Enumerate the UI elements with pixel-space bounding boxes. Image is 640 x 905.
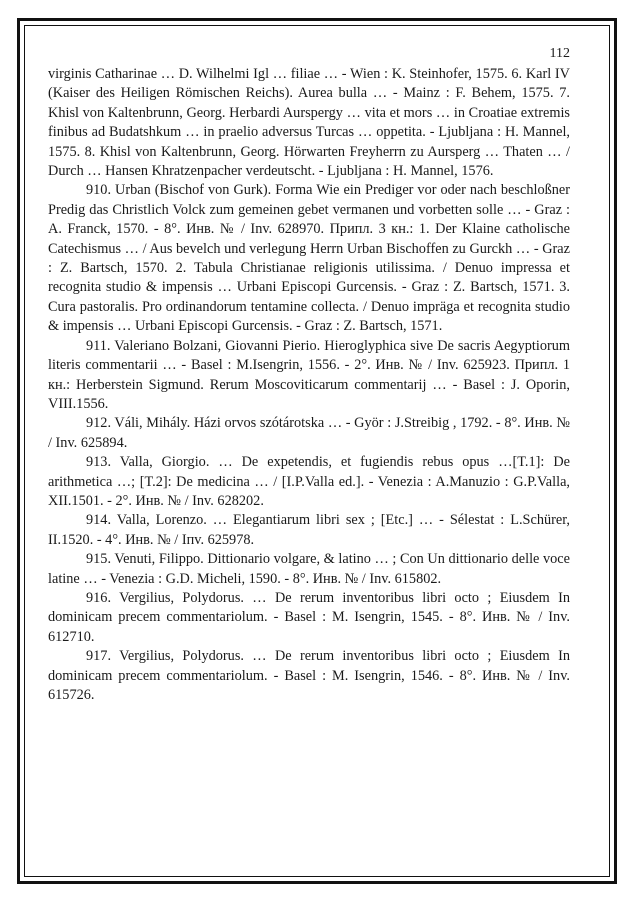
entry-914: 914. Valla, Lorenzo. … Elegantiarum libri sex ; [Etc.] … - Sélestat : L.Schürer, II.1520. - 4°. Инв. № / Іпv. 625978. (48, 512, 570, 548)
entry-911: 911. Valeriano Bolzani, Giovanni Pierio. Hieroglyphica sive De sacris Aegyptiorum literis commentarii … - Basel : M.Isengrin, 1556. - 2°. Инв. № / Inv. 625923. Припл. 1 кн.: Herberstein Sigmund. Rerum Moscoviticarum commentarij … - Basel : J. Oporin, VIII.1556. (48, 337, 570, 412)
entry-913: 913. Valla, Giorgio. … De expetendis, et fugiendis rebus opus …[T.1]: De arithmetica …; [T.2]: De medicina … / [I.P.Valla ed.]. - Venezia : A.Manuzio : G.P.Valla, XII.1501. - 2°. Инв. № / Inv. 628202. (48, 454, 570, 509)
page-content (48, 46, 570, 705)
entry-915: 915. Venuti, Filippo. Dittionario volgare, & latino … ; Con Un dittionario delle voce latine … - Venezia : G.D. Micheli, 1590. - 8°. Инв. № / Inv. 615802. (48, 551, 570, 587)
entry-917: 917. Vergilius, Polydorus. … De rerum inventoribus libri octo ; Eiusdem In dominicam precem commentariolum. - Basel : M. Isengrin, 1546. - 8°. Инв. № / Inv. 615726. (48, 648, 570, 703)
entry-909-continuation: virginis Catharinae … D. Wilhelmi Igl … filiae … - Wien : K. Steinhofer, 1575. 6. Karl IV (Kaiser des Heiligen Römischen Reichs). Aurea bulla … - Mainz : F. Behem, 1575. 7. Khisl von Kaltenbrunn, Georg. Herbardi Aurspergy … vita et mors … in Croatiae extremis finibus ad Budatshkum … in praelio adversus Turcas … oppetita. - Ljubljana : H. Mannel, 1575. 8. Khisl von Kaltenbrunn, Georg. Hörwarten Freyherrn zu Aursperg … Thaten … / Durch … Hansen Khratzenpacher verdeutscht. - Ljubljana : H. Mannel, 1576. (48, 66, 570, 180)
entry-910: 910. Urban (Bischof von Gurk). Forma Wie ein Prediger vor oder nach beschloßner Predig das Christlich Volck zum gemeinen gebet vermanen und vorbetten solle … - Graz : A. Franck, 1570. - 8°. Инв. № / Inv. 628970. Припл. 3 кн.: 1. Der Klaine catholische Catechismus … / Aus bevelch und verlegung Herrn Urban Bischoffen zu Gurckh … - Graz : Z. Bartsch, 1570. 2. Tabula Christianae religionis utilissima. / Denuo impressa et recognita studio & impensis … Urbani Episcopi Gurcensis. - Graz : Z. Bartsch, 1571. 3. Cura pastoralis. Pro ordinandorum tentamine collecta. / Denuo impräga et recognita studio & impensis … Urbani Episcopi Gurcensis. - Graz : Z. Bartsch, 1571. (48, 182, 570, 335)
entry-912: 912. Váli, Mihály. Házi orvos szótárotska … - Györ : J.Streibig , 1792. - 8°. Инв. № / Inv. 625894. (48, 415, 570, 451)
entry-916: 916. Vergilius, Polydorus. … De rerum inventoribus libri octo ; Eiusdem In dominicam precem commentariolum. - Basel : M. Isengrin, 1545. - 8°. Инв. № / Inv. 612710. (48, 589, 570, 645)
page-number: 112 (549, 46, 570, 61)
